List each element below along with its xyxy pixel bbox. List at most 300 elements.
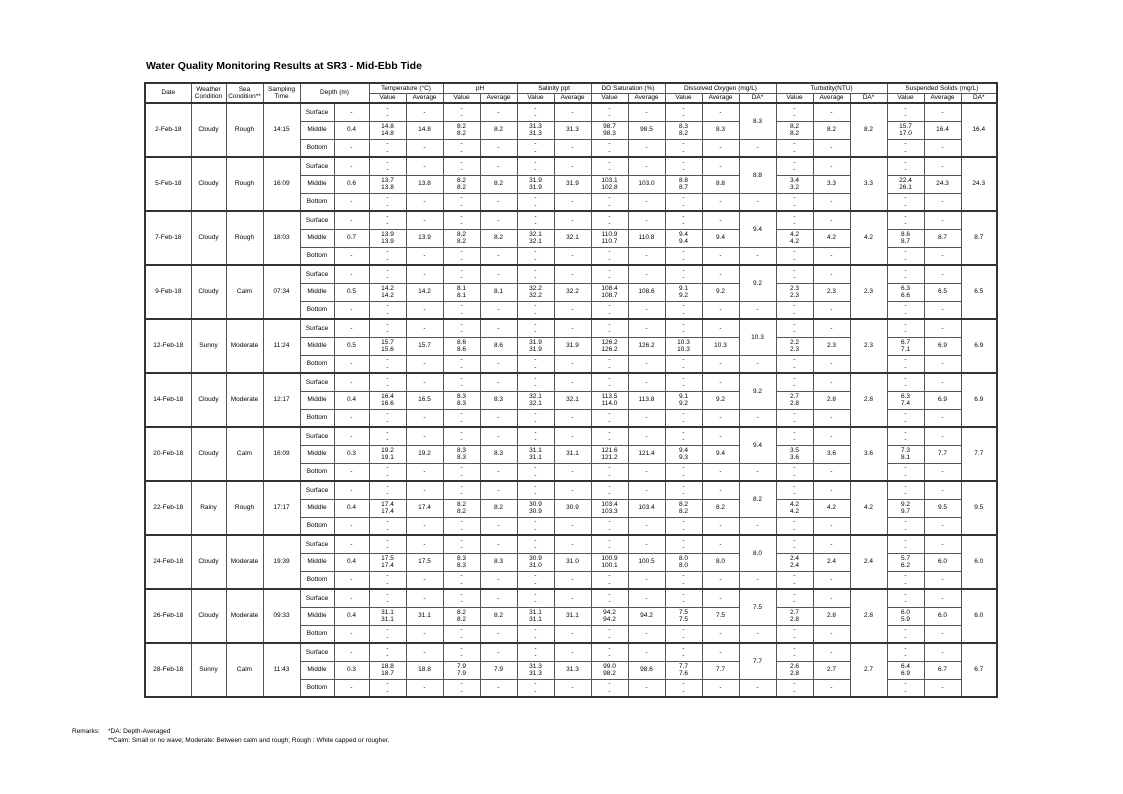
temp-average-cell: - — [406, 373, 443, 391]
ph-average-cell: - — [480, 355, 517, 373]
ss-average-cell: - — [924, 427, 961, 445]
do-value-cell: 8.0 8.0 — [665, 553, 702, 571]
remark-sea-condition: **Calm: Small or no wave; Moderate: Between calm and rough; Rough : White capped or rougher. — [108, 737, 390, 744]
do-da-cell: 10.3 — [739, 319, 776, 355]
turb-average-cell: - — [813, 517, 850, 535]
temp-value-cell: - - — [369, 139, 406, 157]
temp-average-cell: - — [406, 409, 443, 427]
ss-average-cell: - — [924, 535, 961, 553]
temp-value-cell: - - — [369, 517, 406, 535]
ph-value-cell: - - — [443, 319, 480, 337]
do-average-cell: - — [702, 373, 739, 391]
ss-value-cell: - - — [887, 193, 924, 211]
temp-average-cell: - — [406, 247, 443, 265]
ss-average-cell: - — [924, 319, 961, 337]
level-label: Middle — [300, 283, 334, 301]
turb-da-cell: 2.3 — [850, 319, 887, 373]
dosat-average-cell: - — [628, 427, 665, 445]
temp-average-cell: - — [406, 157, 443, 175]
ss-value-cell: - - — [887, 679, 924, 697]
ss-average-cell: - — [924, 265, 961, 283]
ph-average-cell: - — [480, 211, 517, 229]
ss-value-cell: - - — [887, 481, 924, 499]
do-da-cell: - — [739, 679, 776, 697]
ph-average-cell: - — [480, 643, 517, 661]
do-value-cell: 9.4 9.3 — [665, 445, 702, 463]
ss-average-cell: - — [924, 409, 961, 427]
table-row — [145, 535, 997, 553]
subheader-value: Value — [665, 93, 702, 103]
do-value-cell: 7.7 7.6 — [665, 661, 702, 679]
ss-value-cell: - - — [887, 625, 924, 643]
ph-value-cell: - - — [443, 643, 480, 661]
do-da-cell: 9.4 — [739, 427, 776, 463]
ph-value-cell: 8.2 8.2 — [443, 499, 480, 517]
level-label: Middle — [300, 229, 334, 247]
dosat-average-cell: - — [628, 679, 665, 697]
turb-value-cell: - - — [776, 157, 813, 175]
dosat-average-cell: 113.8 — [628, 391, 665, 409]
sal-average-cell: 32.2 — [554, 283, 591, 301]
turb-average-cell: - — [813, 589, 850, 607]
temp-average-cell: - — [406, 463, 443, 481]
ss-average-cell: - — [924, 211, 961, 229]
turb-average-cell: - — [813, 463, 850, 481]
level-label: Surface — [300, 157, 334, 175]
turb-average-cell: - — [813, 625, 850, 643]
temp-average-cell: - — [406, 301, 443, 319]
ss-value-cell: 7.3 8.1 — [887, 445, 924, 463]
depth-cell: 0.5 — [334, 337, 369, 355]
turb-value-cell: - - — [776, 211, 813, 229]
do-value-cell: - - — [665, 427, 702, 445]
table-row — [145, 157, 997, 175]
temp-value-cell: - - — [369, 481, 406, 499]
ph-value-cell: 8.1 8.1 — [443, 283, 480, 301]
weather-cell: Rainy — [191, 481, 226, 535]
depth-cell: - — [334, 679, 369, 697]
dosat-value-cell: - - — [591, 535, 628, 553]
temp-value-cell: 31.1 31.1 — [369, 607, 406, 625]
date-cell: 2-Feb-18 — [145, 103, 191, 157]
sal-value-cell: - - — [517, 589, 554, 607]
header-turbidity: Turbidity(NTU) — [776, 83, 887, 93]
subheader-da: DA* — [850, 93, 887, 103]
ph-average-cell: 8.2 — [480, 175, 517, 193]
level-label: Bottom — [300, 193, 334, 211]
ss-da-cell: 6.7 — [961, 643, 997, 697]
sal-value-cell: - - — [517, 373, 554, 391]
temp-average-cell: - — [406, 427, 443, 445]
do-da-cell: - — [739, 409, 776, 427]
do-value-cell: - - — [665, 139, 702, 157]
depth-cell: 0.4 — [334, 553, 369, 571]
turb-da-cell: 3.3 — [850, 157, 887, 211]
depth-cell: - — [334, 157, 369, 175]
sea-condition-cell: Moderate — [226, 535, 263, 589]
temp-average-cell: - — [406, 679, 443, 697]
turb-value-cell: 2.7 2.8 — [776, 607, 813, 625]
table-row — [145, 427, 997, 445]
weather-cell: Cloudy — [191, 427, 226, 481]
sal-value-cell: 31.9 31.9 — [517, 175, 554, 193]
ss-average-cell: - — [924, 679, 961, 697]
ss-average-cell: - — [924, 517, 961, 535]
ph-value-cell: - - — [443, 679, 480, 697]
monitoring-table — [144, 82, 998, 698]
turb-value-cell: - - — [776, 103, 813, 121]
turb-average-cell: 2.7 — [813, 661, 850, 679]
temp-average-cell: - — [406, 517, 443, 535]
sea-condition-cell: Moderate — [226, 319, 263, 373]
ph-value-cell: - - — [443, 427, 480, 445]
do-average-cell: 9.4 — [702, 229, 739, 247]
dosat-value-cell: - - — [591, 247, 628, 265]
weather-cell: Cloudy — [191, 265, 226, 319]
ph-average-cell: 8.2 — [480, 121, 517, 139]
dosat-value-cell: 94.2 94.2 — [591, 607, 628, 625]
dosat-average-cell: 110.8 — [628, 229, 665, 247]
sal-average-cell: - — [554, 103, 591, 121]
do-da-cell: - — [739, 193, 776, 211]
do-average-cell: - — [702, 409, 739, 427]
temp-average-cell: 19.2 — [406, 445, 443, 463]
level-label: Bottom — [300, 625, 334, 643]
ph-value-cell: 7.9 7.9 — [443, 661, 480, 679]
sampling-time-cell: 07:34 — [263, 265, 300, 319]
dosat-average-cell: - — [628, 139, 665, 157]
level-label: Bottom — [300, 679, 334, 697]
ss-da-cell: 6.0 — [961, 589, 997, 643]
turb-average-cell: 2.8 — [813, 391, 850, 409]
sal-value-cell: 32.1 32.1 — [517, 229, 554, 247]
sal-value-cell: - - — [517, 247, 554, 265]
dosat-value-cell: 110.9 110.7 — [591, 229, 628, 247]
sal-value-cell: - - — [517, 211, 554, 229]
do-da-cell: 9.2 — [739, 265, 776, 301]
turb-average-cell: - — [813, 103, 850, 121]
do-da-cell: 8.2 — [739, 481, 776, 517]
do-da-cell: - — [739, 517, 776, 535]
sal-average-cell: 31.9 — [554, 337, 591, 355]
ss-value-cell: 6.3 7.4 — [887, 391, 924, 409]
sal-average-cell: 30.9 — [554, 499, 591, 517]
dosat-average-cell: 98.5 — [628, 121, 665, 139]
turb-value-cell: - - — [776, 571, 813, 589]
depth-cell: - — [334, 481, 369, 499]
temp-value-cell: - - — [369, 535, 406, 553]
ss-da-cell: 9.5 — [961, 481, 997, 535]
ph-value-cell: - - — [443, 265, 480, 283]
dosat-average-cell: - — [628, 589, 665, 607]
turb-average-cell: - — [813, 247, 850, 265]
do-average-cell: - — [702, 481, 739, 499]
do-da-cell: 9.4 — [739, 211, 776, 247]
turb-value-cell: - - — [776, 355, 813, 373]
header-time: Sampling Time — [263, 83, 300, 103]
level-label: Middle — [300, 337, 334, 355]
turb-average-cell: - — [813, 211, 850, 229]
temp-value-cell: - - — [369, 319, 406, 337]
turb-da-cell: 2.8 — [850, 589, 887, 643]
ss-average-cell: - — [924, 157, 961, 175]
sal-value-cell: - - — [517, 193, 554, 211]
ph-value-cell: 8.2 8.2 — [443, 607, 480, 625]
sal-average-cell: - — [554, 481, 591, 499]
dosat-value-cell: - - — [591, 517, 628, 535]
ss-value-cell: - - — [887, 319, 924, 337]
dosat-average-cell: - — [628, 535, 665, 553]
temp-value-cell: - - — [369, 571, 406, 589]
sal-average-cell: - — [554, 517, 591, 535]
ph-value-cell: 8.3 8.3 — [443, 553, 480, 571]
do-da-cell: 7.7 — [739, 643, 776, 679]
date-cell: 24-Feb-18 — [145, 535, 191, 589]
ss-da-cell: 8.7 — [961, 211, 997, 265]
dosat-value-cell: - - — [591, 373, 628, 391]
ph-average-cell: - — [480, 373, 517, 391]
header-ph: pH — [443, 83, 517, 93]
turb-value-cell: - - — [776, 409, 813, 427]
depth-cell: - — [334, 247, 369, 265]
sea-condition-cell: Rough — [226, 211, 263, 265]
do-average-cell: - — [702, 535, 739, 553]
dosat-value-cell: - - — [591, 193, 628, 211]
table-body — [145, 103, 997, 697]
temp-average-cell: - — [406, 571, 443, 589]
dosat-value-cell: - - — [591, 625, 628, 643]
ss-value-cell: 6.0 5.9 — [887, 607, 924, 625]
depth-cell: - — [334, 301, 369, 319]
dosat-average-cell: - — [628, 463, 665, 481]
sal-average-cell: - — [554, 679, 591, 697]
date-cell: 28-Feb-18 — [145, 643, 191, 697]
turb-value-cell: 2.2 2.3 — [776, 337, 813, 355]
sal-value-cell: - - — [517, 301, 554, 319]
sal-average-cell: 31.1 — [554, 445, 591, 463]
dosat-average-cell: - — [628, 517, 665, 535]
ss-average-cell: - — [924, 139, 961, 157]
ph-value-cell: - - — [443, 571, 480, 589]
level-label: Bottom — [300, 409, 334, 427]
ph-value-cell: - - — [443, 301, 480, 319]
temp-average-cell: 13.9 — [406, 229, 443, 247]
turb-value-cell: 3.5 3.6 — [776, 445, 813, 463]
ph-value-cell: - - — [443, 589, 480, 607]
depth-cell: 0.4 — [334, 391, 369, 409]
temp-average-cell: - — [406, 265, 443, 283]
table-header — [145, 83, 997, 103]
sal-value-cell: 32.1 32.1 — [517, 391, 554, 409]
turb-value-cell: - - — [776, 625, 813, 643]
do-value-cell: 9.4 9.4 — [665, 229, 702, 247]
ss-value-cell: - - — [887, 517, 924, 535]
dosat-value-cell: - - — [591, 463, 628, 481]
turb-average-cell: - — [813, 481, 850, 499]
level-label: Middle — [300, 553, 334, 571]
turb-average-cell: 8.2 — [813, 121, 850, 139]
subheader-value: Value — [369, 93, 406, 103]
turb-average-cell: - — [813, 571, 850, 589]
level-label: Surface — [300, 535, 334, 553]
temp-average-cell: - — [406, 211, 443, 229]
turb-average-cell: 2.3 — [813, 283, 850, 301]
sampling-time-cell: 12:17 — [263, 373, 300, 427]
sal-value-cell: - - — [517, 319, 554, 337]
sampling-time-cell: 14:15 — [263, 103, 300, 157]
dosat-value-cell: - - — [591, 319, 628, 337]
ph-average-cell: - — [480, 409, 517, 427]
table-row — [145, 319, 997, 337]
do-average-cell: 8.2 — [702, 499, 739, 517]
do-value-cell: 10.3 10.3 — [665, 337, 702, 355]
turb-average-cell: - — [813, 643, 850, 661]
dosat-value-cell: - - — [591, 265, 628, 283]
temp-value-cell: 14.2 14.2 — [369, 283, 406, 301]
ss-value-cell: 15.7 17.0 — [887, 121, 924, 139]
dosat-average-cell: - — [628, 643, 665, 661]
sal-value-cell: - - — [517, 427, 554, 445]
turb-value-cell: - - — [776, 247, 813, 265]
temp-average-cell: - — [406, 535, 443, 553]
sal-average-cell: 31.1 — [554, 607, 591, 625]
turb-value-cell: - - — [776, 517, 813, 535]
turb-value-cell: - - — [776, 589, 813, 607]
ph-average-cell: - — [480, 247, 517, 265]
ph-average-cell: - — [480, 625, 517, 643]
dosat-average-cell: - — [628, 409, 665, 427]
turb-value-cell: 2.7 2.8 — [776, 391, 813, 409]
turb-average-cell: - — [813, 409, 850, 427]
subheader-average: Average — [406, 93, 443, 103]
temp-average-cell: - — [406, 139, 443, 157]
do-average-cell: 9.4 — [702, 445, 739, 463]
temp-value-cell: 17.5 17.4 — [369, 553, 406, 571]
ph-average-cell: - — [480, 517, 517, 535]
temp-value-cell: - - — [369, 157, 406, 175]
dosat-value-cell: - - — [591, 211, 628, 229]
do-value-cell: - - — [665, 355, 702, 373]
do-average-cell: 9.2 — [702, 391, 739, 409]
do-value-cell: - - — [665, 265, 702, 283]
ph-value-cell: - - — [443, 517, 480, 535]
temp-value-cell: - - — [369, 301, 406, 319]
temp-value-cell: 17.4 17.4 — [369, 499, 406, 517]
ss-average-cell: 7.7 — [924, 445, 961, 463]
ss-average-cell: - — [924, 625, 961, 643]
ss-average-cell: 6.5 — [924, 283, 961, 301]
temp-value-cell: 13.9 13.9 — [369, 229, 406, 247]
depth-cell: - — [334, 103, 369, 121]
depth-cell: - — [334, 643, 369, 661]
header-sea: Sea Condition** — [226, 83, 263, 103]
sampling-time-cell: 09:33 — [263, 589, 300, 643]
level-label: Bottom — [300, 571, 334, 589]
do-average-cell: - — [702, 589, 739, 607]
turb-value-cell: 3.4 3.2 — [776, 175, 813, 193]
temp-value-cell: - - — [369, 409, 406, 427]
turb-average-cell: 2.3 — [813, 337, 850, 355]
ss-average-cell: 6.9 — [924, 391, 961, 409]
do-value-cell: - - — [665, 247, 702, 265]
turb-da-cell: 2.8 — [850, 373, 887, 427]
header-do-saturation: DO Saturation (%) — [591, 83, 665, 93]
turb-da-cell: 4.2 — [850, 481, 887, 535]
temp-average-cell: 13.8 — [406, 175, 443, 193]
turb-value-cell: - - — [776, 193, 813, 211]
sampling-time-cell: 16:09 — [263, 157, 300, 211]
ss-average-cell: - — [924, 643, 961, 661]
ss-value-cell: - - — [887, 409, 924, 427]
turb-average-cell: 3.3 — [813, 175, 850, 193]
depth-cell: - — [334, 193, 369, 211]
depth-cell: - — [334, 265, 369, 283]
ph-average-cell: - — [480, 427, 517, 445]
sal-value-cell: - - — [517, 139, 554, 157]
dosat-average-cell: - — [628, 571, 665, 589]
do-value-cell: - - — [665, 157, 702, 175]
dosat-value-cell: - - — [591, 571, 628, 589]
ph-value-cell: 8.3 8.3 — [443, 391, 480, 409]
header-suspended-solids: Suspended Solids (mg/L) — [887, 83, 997, 93]
dosat-value-cell: 126.2 126.2 — [591, 337, 628, 355]
do-average-cell: - — [702, 301, 739, 319]
do-value-cell: - - — [665, 409, 702, 427]
turb-da-cell: 4.2 — [850, 211, 887, 265]
dosat-average-cell: 103.4 — [628, 499, 665, 517]
ss-average-cell: 6.0 — [924, 553, 961, 571]
ss-average-cell: - — [924, 589, 961, 607]
dosat-value-cell: - - — [591, 157, 628, 175]
weather-cell: Cloudy — [191, 535, 226, 589]
depth-cell: - — [334, 535, 369, 553]
date-cell: 7-Feb-18 — [145, 211, 191, 265]
turb-average-cell: - — [813, 193, 850, 211]
do-average-cell: 8.3 — [702, 121, 739, 139]
ph-value-cell: 8.2 8.2 — [443, 175, 480, 193]
turb-value-cell: 4.2 4.2 — [776, 499, 813, 517]
subheader-average: Average — [924, 93, 961, 103]
table-row — [145, 211, 997, 229]
turb-value-cell: - - — [776, 427, 813, 445]
sal-average-cell: 31.0 — [554, 553, 591, 571]
header-dissolved-oxygen: Dissolved Oxygen (mg/L) — [665, 83, 776, 93]
ph-value-cell: 8.3 8.3 — [443, 445, 480, 463]
dosat-average-cell: 98.6 — [628, 661, 665, 679]
level-label: Bottom — [300, 139, 334, 157]
ss-average-cell: 6.9 — [924, 337, 961, 355]
header-depth: Depth (m) — [300, 83, 369, 103]
do-da-cell: - — [739, 463, 776, 481]
dosat-value-cell: 121.6 121.2 — [591, 445, 628, 463]
subheader-average: Average — [554, 93, 591, 103]
sal-value-cell: 30.9 30.9 — [517, 499, 554, 517]
ph-value-cell: - - — [443, 247, 480, 265]
ph-average-cell: - — [480, 139, 517, 157]
ss-da-cell: 24.3 — [961, 157, 997, 211]
do-da-cell: - — [739, 571, 776, 589]
subheader-average: Average — [702, 93, 739, 103]
sampling-time-cell: 18:03 — [263, 211, 300, 265]
sampling-time-cell: 16:09 — [263, 427, 300, 481]
do-average-cell: - — [702, 103, 739, 121]
temp-value-cell: - - — [369, 589, 406, 607]
weather-cell: Cloudy — [191, 589, 226, 643]
dosat-average-cell: 121.4 — [628, 445, 665, 463]
dosat-value-cell: - - — [591, 409, 628, 427]
ss-value-cell: - - — [887, 643, 924, 661]
temp-value-cell: 19.2 19.1 — [369, 445, 406, 463]
